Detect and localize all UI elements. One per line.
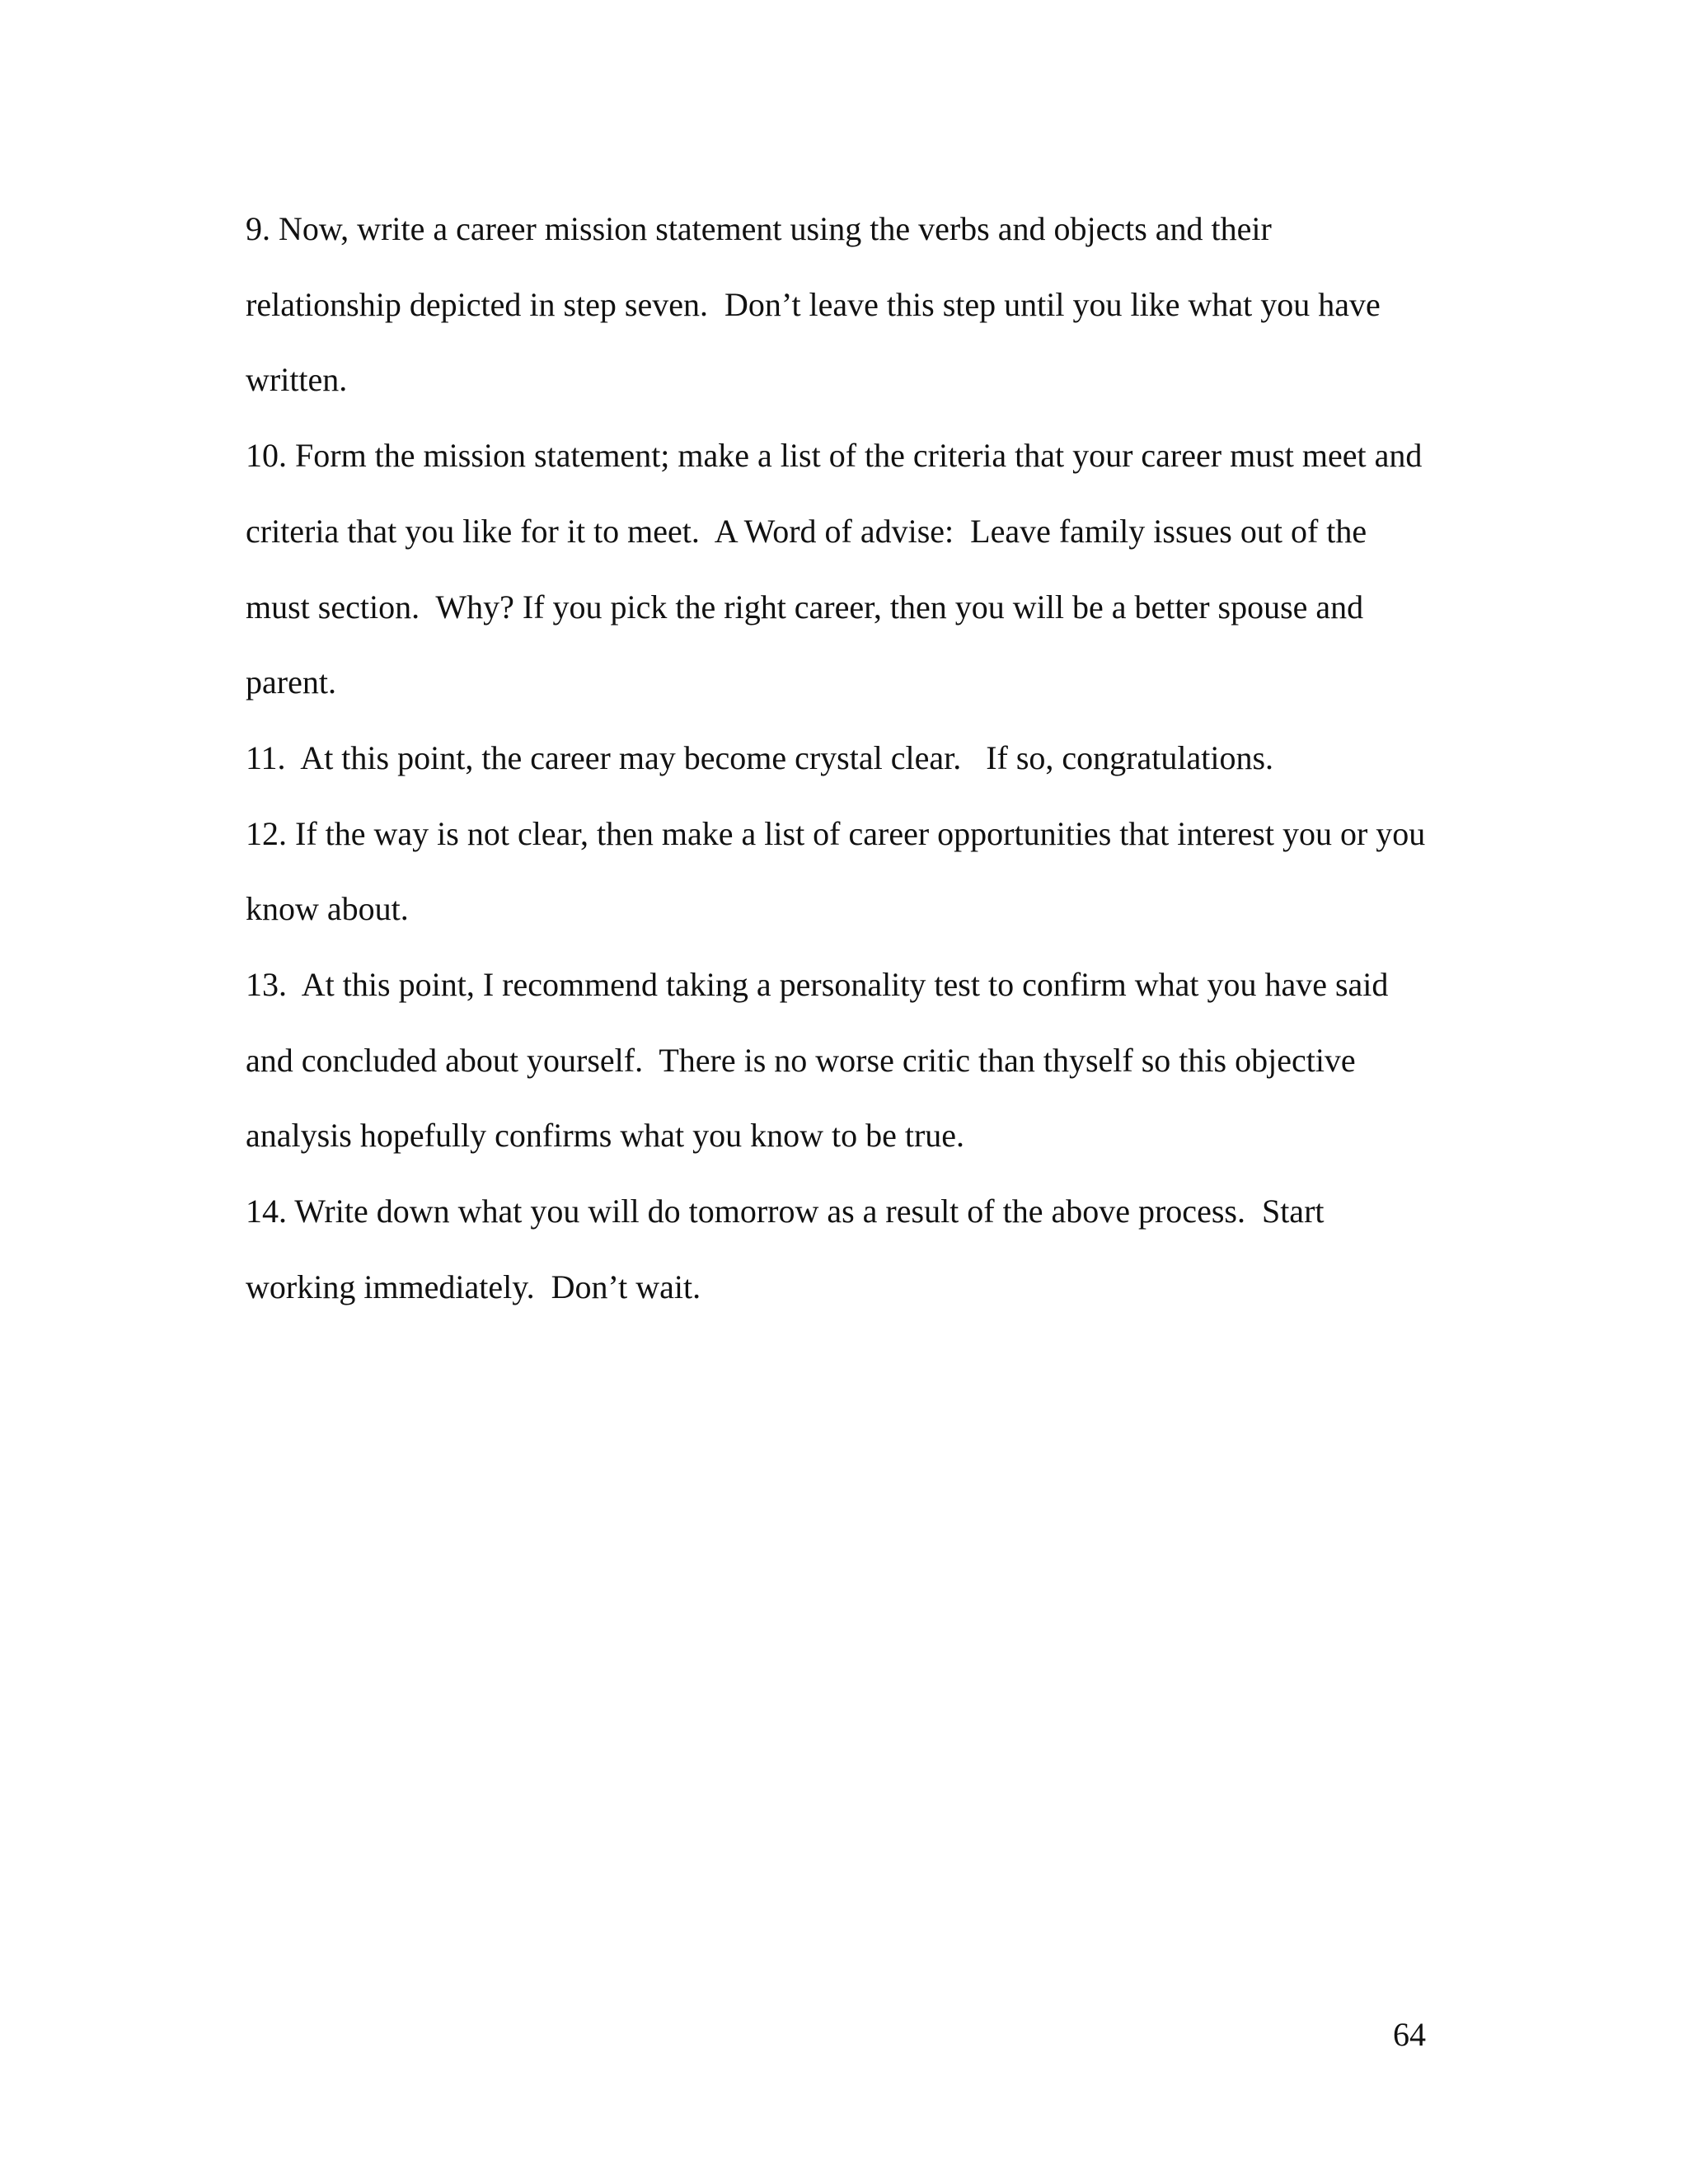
text-line: written.: [246, 361, 348, 399]
text-line: 13. At this point, I recommend taking a personality test to confirm what you have said: [246, 966, 1389, 1004]
text-line: analysis hopefully confirms what you know to be true.: [246, 1117, 965, 1155]
text-line: relationship depicted in step seven. Don’t leave this step until you like what you have: [246, 285, 1381, 323]
text-line: 14. Write down what you will do tomorrow as a result of the above process. Start: [246, 1193, 1325, 1230]
page-number: 64: [1393, 2016, 1426, 2053]
text-line: 9. Now, write a career mission statement using the verbs and objects and their: [246, 210, 1272, 247]
text-line: 11. At this point, the career may become crystal clear. If so, congratulations.: [246, 738, 1274, 776]
text-line: must section. Why? If you pick the right career, then you will be a better spouse and: [246, 588, 1364, 626]
body-text: [246, 191, 1449, 1325]
text-line: working immediately. Don’t wait.: [246, 1268, 701, 1305]
text-line: 12. If the way is not clear, then make a list of career opportunities that interest you or you: [246, 814, 1426, 852]
text-line: 10. Form the mission statement; make a list of the criteria that your career must meet and: [246, 437, 1423, 475]
text-line: parent.: [246, 663, 336, 701]
text-line: and concluded about yourself. There is no worse critic than thyself so this objective: [246, 1041, 1356, 1079]
text-line: criteria that you like for it to meet. A Word of advise: Leave family issues out of the: [246, 512, 1367, 550]
text-line: know about.: [246, 890, 409, 928]
